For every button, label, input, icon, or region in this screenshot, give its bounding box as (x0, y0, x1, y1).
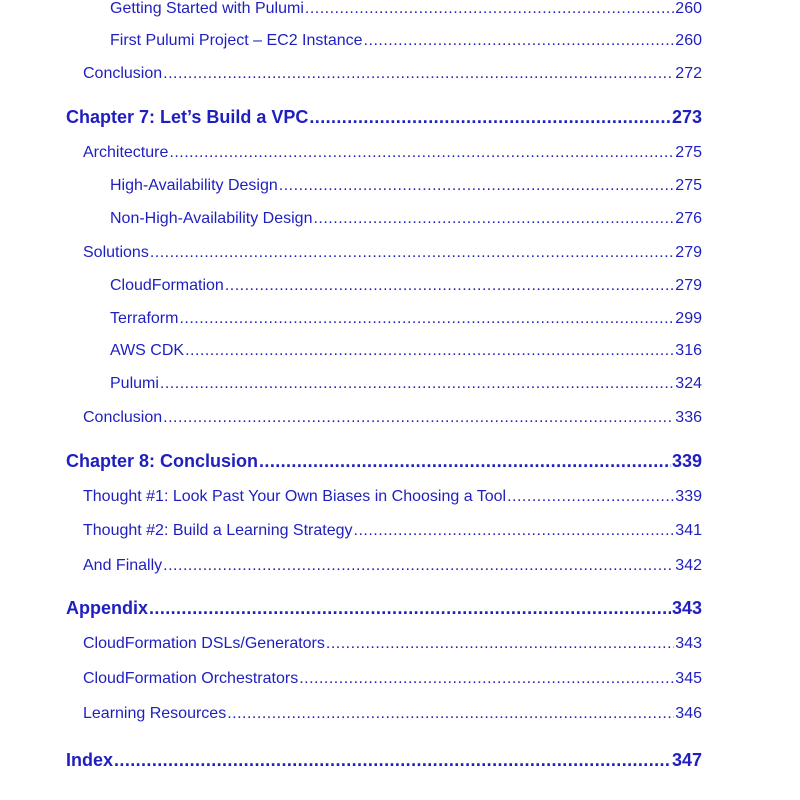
toc-entry-chapter-7[interactable] (66, 107, 702, 128)
toc-entry-title: High-Availability Design (110, 177, 278, 194)
toc-entry-title: Index (66, 750, 114, 770)
toc-entry-page: 345 (675, 670, 702, 687)
toc-leader-dots (163, 409, 674, 427)
toc-leader-dots (163, 65, 674, 83)
toc-entry-cloudformation-orchestrators[interactable] (83, 670, 702, 688)
toc-entry-first-pulumi-project[interactable] (110, 32, 702, 50)
toc-entry-title: And Finally (83, 557, 163, 574)
toc-entry-page: 273 (671, 107, 702, 127)
toc-entry-learning-resources[interactable] (83, 705, 702, 723)
toc-entry-chapter-8[interactable] (66, 451, 702, 472)
toc-entry-architecture[interactable] (83, 144, 702, 162)
toc-entry-cloudformation-dsls[interactable] (83, 635, 702, 653)
toc-leader-dots (279, 177, 675, 195)
toc-entry-title: Non-High-Availability Design (110, 210, 313, 227)
toc-entry-page: 339 (675, 488, 702, 505)
toc-entry-conclusion-ch7[interactable] (83, 409, 702, 427)
toc-entry-aws-cdk[interactable] (110, 342, 702, 360)
toc-entry-page: 272 (675, 65, 702, 82)
toc-entry-title: Terraform (110, 310, 179, 327)
toc-leader-dots (313, 210, 674, 228)
toc-entry-high-availability-design[interactable] (110, 177, 702, 195)
toc-entry-title: Appendix (66, 598, 149, 618)
toc-leader-dots (114, 750, 671, 771)
toc-leader-dots (179, 310, 674, 328)
toc-entry-page: 343 (671, 598, 702, 618)
toc-leader-dots (259, 451, 671, 472)
toc-entry-title: Thought #1: Look Past Your Own Biases in Choosing a Tool (83, 488, 507, 505)
toc-entry-page: 279 (675, 277, 702, 294)
toc-leader-dots (309, 107, 671, 128)
toc-entry-non-high-availability-design[interactable] (110, 210, 702, 228)
toc-leader-dots (507, 488, 674, 506)
toc-entry-solutions[interactable] (83, 244, 702, 262)
toc-entry-cloudformation[interactable] (110, 277, 702, 295)
toc-entry-page: 336 (675, 409, 702, 426)
toc-entry-page: 279 (675, 244, 702, 261)
toc-entry-page: 275 (675, 177, 702, 194)
toc-entry-page: 342 (675, 557, 702, 574)
toc-entry-title: AWS CDK (110, 342, 185, 359)
toc-entry-title: Architecture (83, 144, 169, 161)
toc-entry-conclusion-ch6[interactable] (83, 65, 702, 83)
toc-entry-title: Thought #2: Build a Learning Strategy (83, 522, 353, 539)
toc-leader-dots (225, 277, 674, 295)
toc-entry-page: 275 (675, 144, 702, 161)
toc-entry-page: 324 (675, 375, 702, 392)
toc-entry-title: Getting Started with Pulumi (110, 0, 304, 17)
toc-entry-pulumi[interactable] (110, 375, 702, 393)
toc-entry-title: Conclusion (83, 65, 163, 82)
toc-entry-title: First Pulumi Project – EC2 Instance (110, 32, 363, 49)
toc-entry-terraform[interactable] (110, 310, 702, 328)
toc-entry-page: 260 (675, 0, 702, 17)
toc-entry-title: Conclusion (83, 409, 163, 426)
toc-entry-page: 343 (675, 635, 702, 652)
toc-entry-title: CloudFormation Orchestrators (83, 670, 299, 687)
toc-leader-dots (326, 635, 674, 653)
toc-entry-page: 260 (675, 32, 702, 49)
toc-leader-dots (163, 557, 674, 575)
toc-entry-page: 339 (671, 451, 702, 471)
toc-entry-page: 341 (675, 522, 702, 539)
toc-leader-dots (185, 342, 674, 360)
toc-entry-and-finally[interactable] (83, 557, 702, 575)
toc-entry-title: Chapter 7: Let’s Build a VPC (66, 107, 309, 127)
toc-leader-dots (354, 522, 675, 540)
toc-entry-title: Learning Resources (83, 705, 227, 722)
toc-entry-page: 299 (675, 310, 702, 327)
toc-entry-page: 346 (675, 705, 702, 722)
toc-leader-dots (227, 705, 674, 723)
toc-entry-page: 347 (671, 750, 702, 770)
toc-entry-title: Solutions (83, 244, 149, 261)
toc-entry-title: Chapter 8: Conclusion (66, 451, 259, 471)
toc-leader-dots (149, 598, 671, 619)
toc-leader-dots (364, 32, 675, 50)
toc-entry-index[interactable] (66, 750, 702, 771)
toc-entry-appendix[interactable] (66, 598, 702, 619)
toc-entry-page: 276 (675, 210, 702, 227)
toc-leader-dots (150, 244, 674, 262)
toc-leader-dots (305, 0, 674, 18)
toc-entry-title: CloudFormation DSLs/Generators (83, 635, 325, 652)
toc-entry-thought-1[interactable] (83, 488, 702, 506)
toc-entry-title: Pulumi (110, 375, 159, 392)
toc-leader-dots (299, 670, 674, 688)
toc-entry-getting-started-with-pulumi[interactable] (110, 0, 702, 18)
toc-entry-title: CloudFormation (110, 277, 224, 294)
toc-leader-dots (169, 144, 674, 162)
toc-entry-thought-2[interactable] (83, 522, 702, 540)
toc-entry-page: 316 (675, 342, 702, 359)
toc-leader-dots (160, 375, 674, 393)
